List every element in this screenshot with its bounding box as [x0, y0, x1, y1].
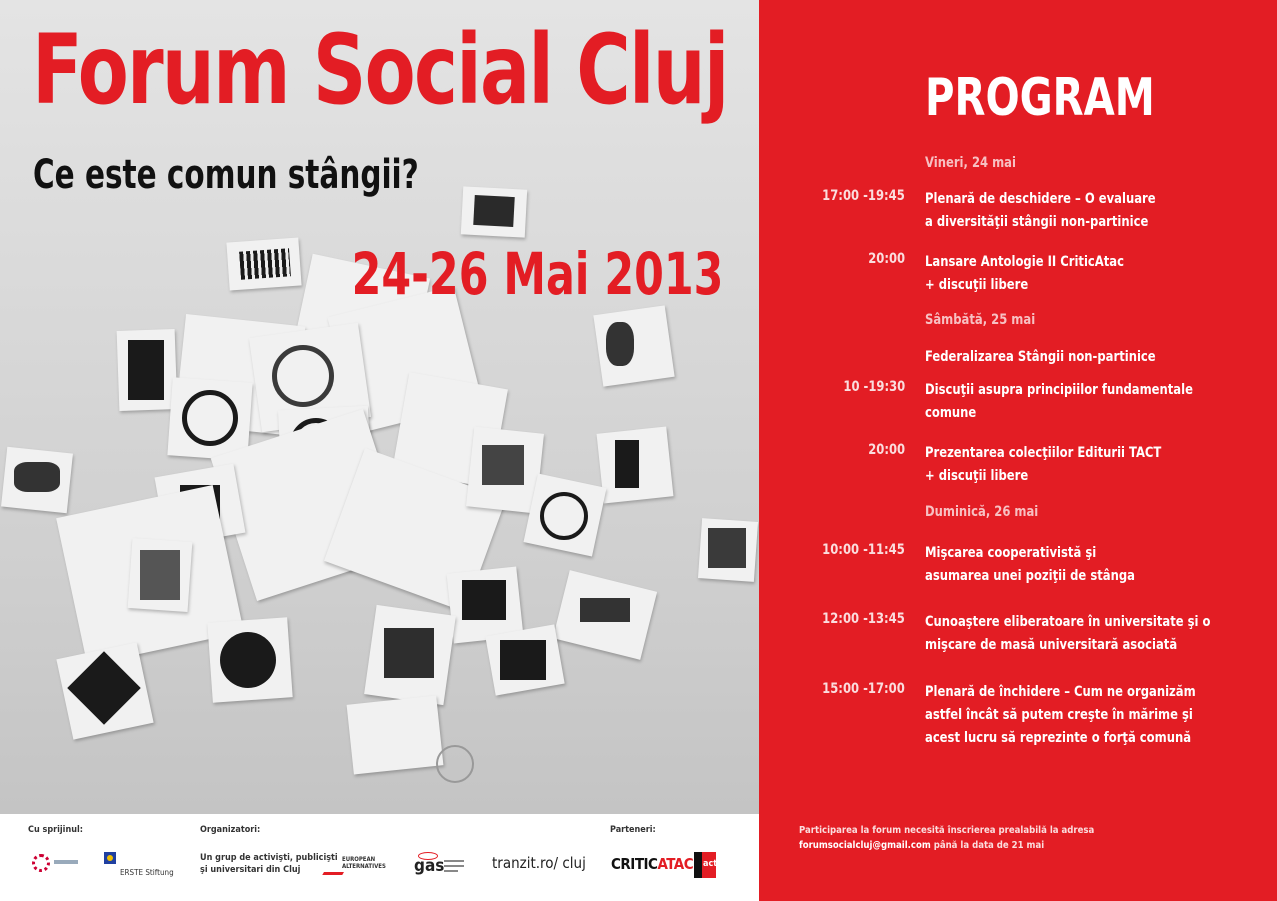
- program-item-desc: [925, 188, 1245, 234]
- program-heading: PROGRAM: [925, 68, 1155, 128]
- criticatac-logo-part2: ATAC: [657, 855, 694, 873]
- criticatac-logo-part1: CRITIC: [611, 855, 658, 873]
- program-item-desc: [925, 251, 1245, 297]
- program-item-desc: [925, 542, 1245, 588]
- program-item-time: 10:00 -11:45: [822, 542, 905, 558]
- act-logo: [694, 852, 716, 878]
- program-item-line1: Mişcarea cooperativistă şi: [925, 545, 1097, 561]
- european-alternatives-text: EUROPEAN ALTERNATIVES: [342, 856, 386, 870]
- program-item-time: 10 -19:30: [843, 379, 905, 395]
- poster-subtitle: Ce este comun stângii?: [33, 152, 419, 198]
- support-label: Cu sprijinul:: [28, 825, 83, 835]
- registration-note-line2: [799, 838, 1094, 853]
- program-item-time: 20:00: [868, 251, 905, 267]
- organizers-text-line1: Un grup de activişti, publicişti: [200, 853, 338, 863]
- program-item-desc: [925, 346, 1245, 369]
- program-item-line2: astfel încât să putem creşte în mărime şi: [925, 707, 1193, 723]
- organizers-text: [200, 852, 338, 876]
- registration-deadline: până la data de 21 mai: [930, 840, 1045, 851]
- program-item-time: 17:00 -19:45: [822, 188, 905, 204]
- program-item-line1: Federalizarea Stângii non-partinice: [925, 349, 1156, 365]
- program-item-line2: + discuţii libere: [925, 468, 1029, 484]
- event-dates: 24-26 Mai 2013: [351, 240, 723, 308]
- partners-label: Parteneri:: [610, 825, 656, 835]
- tranzit-logo: tranzit.ro/ cluj: [492, 854, 586, 872]
- program-panel: [759, 0, 1277, 901]
- organizers-label: Organizatori:: [200, 825, 261, 835]
- day-heading-saturday: Sâmbătă, 25 mai: [925, 312, 1036, 328]
- program-item-time: 12:00 -13:45: [822, 611, 905, 627]
- act-logo-text: act: [703, 859, 718, 869]
- program-item-line2: comune: [925, 405, 977, 421]
- program-item-line1: Plenară de deschidere – O evaluare: [925, 191, 1156, 207]
- program-item-line1: Cunoaştere eliberatoare în universitate şi o: [925, 614, 1211, 630]
- program-item-desc: [925, 681, 1245, 750]
- program-item-line1: Prezentarea colecţiilor Editurii TACT: [925, 445, 1162, 461]
- program-item-line2: asumarea unei poziţii de stânga: [925, 568, 1135, 584]
- program-item-line2: mişcare de masă universitară asociată: [925, 637, 1178, 653]
- registration-note-line1: Participarea la forum necesită înscrierea prealabilă la adresa: [799, 825, 1095, 836]
- program-item-line1: Discuţii asupra principiilor fundamentale: [925, 382, 1193, 398]
- organizers-text-line2: şi universitari din Cluj: [200, 865, 301, 875]
- gas-logo: [414, 852, 470, 880]
- sponsor-emblem-logo: [32, 854, 78, 872]
- sponsors-footer: [0, 814, 759, 901]
- gas-logo-text: gas: [414, 856, 445, 876]
- program-item-line1: Plenară de închidere – Cum ne organizăm: [925, 684, 1196, 700]
- program-item-desc: [925, 442, 1245, 488]
- day-heading-sunday: Duminică, 26 mai: [925, 504, 1039, 520]
- program-item-time: 15:00 -17:00: [822, 681, 905, 697]
- poster-title: Forum Social Cluj: [32, 14, 728, 126]
- day-heading-friday: Vineri, 24 mai: [925, 155, 1016, 171]
- erste-logo: [104, 852, 174, 882]
- registration-email[interactable]: forumsocialcluj@gmail.com: [799, 840, 931, 851]
- criticatac-logo: [611, 855, 693, 873]
- program-item-line1: Lansare Antologie II CriticAtac: [925, 254, 1124, 270]
- registration-note: [799, 823, 1094, 853]
- erste-logo-text: ERSTE Stiftung: [120, 868, 174, 877]
- program-item-desc: [925, 611, 1245, 657]
- program-item-line2: + discuţii libere: [925, 277, 1029, 293]
- program-item-time: 20:00: [868, 442, 905, 458]
- program-item-line2: a diversităţii stângii non-partinice: [925, 214, 1149, 230]
- program-item-line3: acest lucru să reprezinte o forţă comună: [925, 730, 1192, 746]
- program-item-desc: [925, 379, 1245, 425]
- european-alternatives-logo: [326, 854, 392, 880]
